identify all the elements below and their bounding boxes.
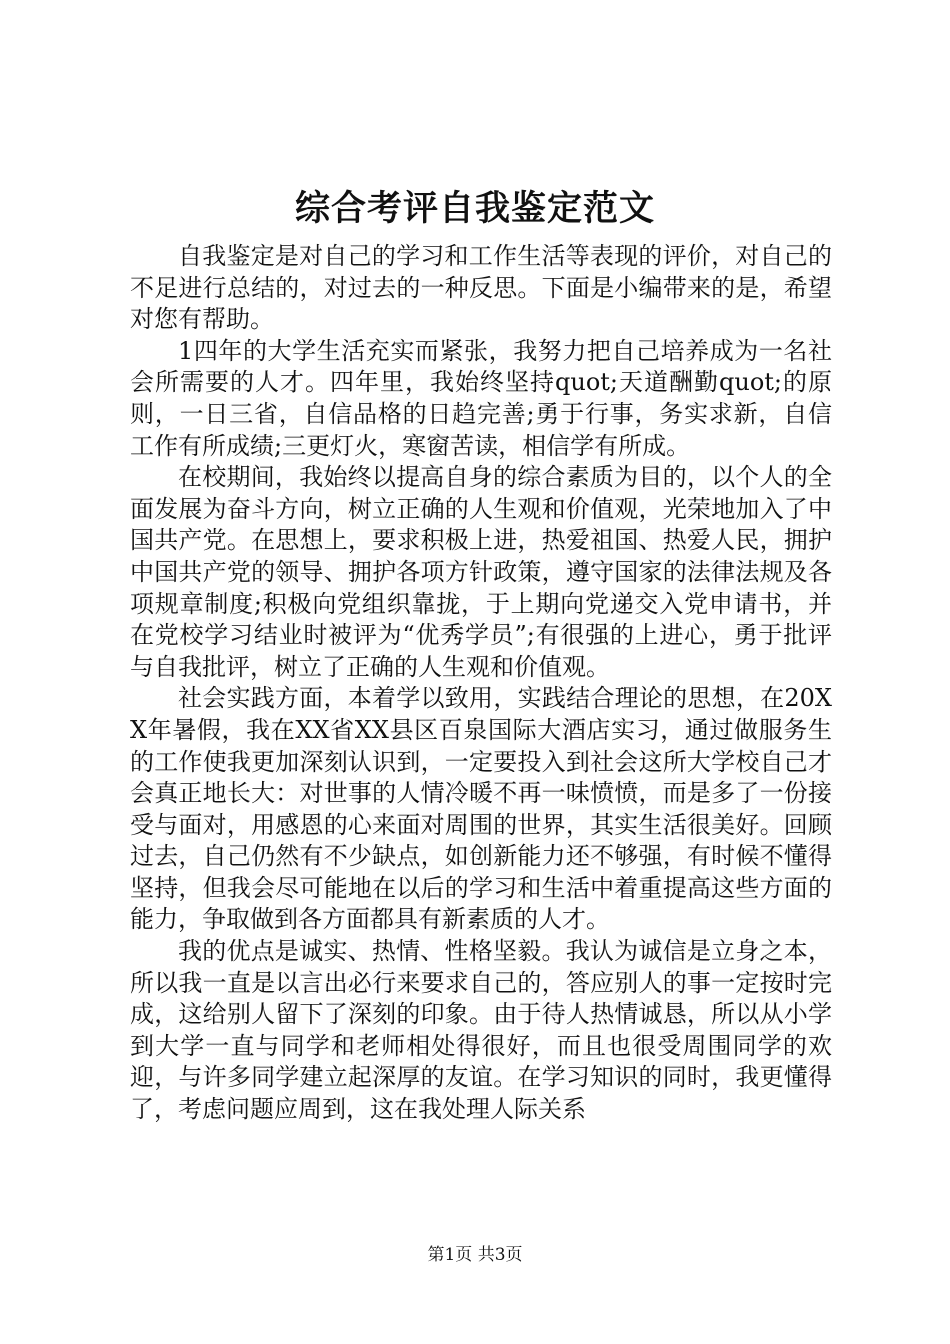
paragraph-social-practice: 社会实践方面，本着学以致用，实践结合理论的思想，在20XX年暑假，我在XX省XX县区百泉国际大酒店实习，通过做服务生的工作使我更加深刻认识到，一定要投入到社会这所大学校自己才会真正地长大：对世事的人情冷暖不再一味愤愤，而是多了一份接受与面对，用感恩的心来面对周围的世界，其实生活很美好。回顾过去，自己仍然有不少缺点，如创新能力还不够强，有时候不懂得坚持，但我会尽可能地在以后的学习和生活中着重提高这些方面的能力，争取做到各方面都具有新素质的人才。 [130,684,832,934]
paragraph-on-campus: 在校期间，我始终以提高自身的综合素质为目的，以个人的全面发展为奋斗方向，树立正确的人生观和价值观，光荣地加入了中国共产党。在思想上，要求积极上进，热爱祖国、热爱人民，拥护中国共产党的领导、拥护各项方针政策，遵守国家的法律法规及各项规章制度;积极向党组织靠拢，于上期向党递交入党申请书，并在党校学习结业时被评为“优秀学员”;有很强的上进心，勇于批评与自我批评，树立了正确的人生观和价值观。 [130,463,832,681]
paragraph-intro: 自我鉴定是对自己的学习和工作生活等表现的评价，对自己的不足进行总结的，对过去的一种反思。下面是小编带来的是，希望对您有帮助。 [130,242,832,334]
paragraph-strengths: 我的优点是诚实、热情、性格坚毅。我认为诚信是立身之本，所以我一直是以言出必行来要求自己的，答应别人的事一定按时完成，这给别人留下了深刻的印象。由于待人热情诚恳，所以从小学到大学一直与同学和老师相处得很好，而且也很受周围同学的欢迎，与许多同学建立起深厚的友谊。在学习知识的同时，我更懂得了，考虑问题应周到，这在我处理人际关系 [130,937,832,1124]
document-title: 综合考评自我鉴定范文 [294,188,655,229]
page-footer: 第1页 共3页 [427,1245,523,1265]
paragraph-university-life: 1四年的大学生活充实而紧张，我努力把自己培养成为一名社会所需要的人才。四年里，我始终坚持quot;天道酬勤quot;的原则，一日三省，自信品格的日趋完善;勇于行事，务实求新，自信工作有所成绩;三更灯火，寒窗苦读，相信学有所成。 [130,336,832,460]
document-body [130,241,832,1126]
